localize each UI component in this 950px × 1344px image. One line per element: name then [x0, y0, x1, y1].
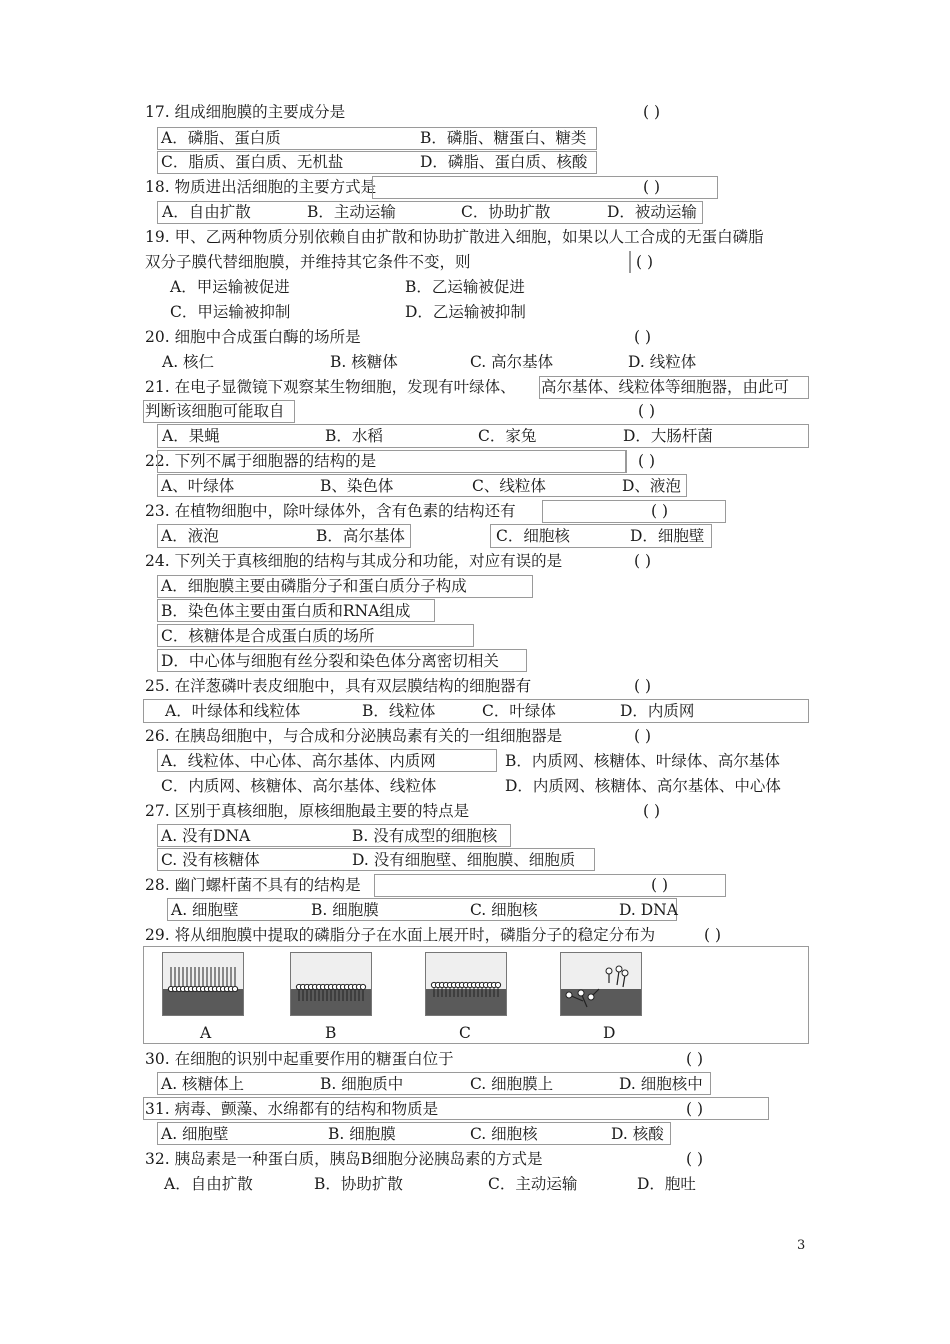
q29-label-c: C [459, 1024, 471, 1042]
q23-option-a: A．液泡 [161, 527, 219, 545]
q26-option-a: A．线粒体、中心体、高尔基体、内质网 [161, 752, 436, 770]
q27-option-a: A. 没有DNA [161, 827, 251, 845]
q22-answer-paren: ( ) [638, 452, 656, 470]
q21-stem-line1: 21. 在电子显微镜下观察某生物细胞，发现有叶绿体、 [145, 378, 516, 396]
q22-option-box [157, 474, 687, 497]
q24-option-c: C．核糖体是合成蛋白质的场所 [161, 627, 375, 645]
q18-option-c: C．协助扩散 [461, 203, 551, 221]
q18-option-a: A．自由扩散 [162, 203, 251, 221]
q30-answer-paren: ( ) [686, 1050, 704, 1068]
q25-answer-paren: ( ) [634, 677, 652, 695]
q19-option-d: D．乙运输被抑制 [405, 303, 526, 321]
q21-answer-paren: ( ) [638, 402, 656, 420]
q31-option-box [157, 1122, 671, 1145]
q21-option-c: C．家兔 [478, 427, 537, 445]
q27-answer-paren: ( ) [643, 802, 661, 820]
q21-option-a: A．果蝇 [162, 427, 220, 445]
q29-figure-b [290, 952, 372, 1016]
q30-stem: 30. 在细胞的识别中起重要作用的糖蛋白位于 [145, 1050, 454, 1068]
q29-label-a: A [200, 1024, 212, 1042]
q28-answer-paren: ( ) [651, 876, 669, 894]
q29-figure-c [425, 952, 507, 1016]
q24-stem: 24. 下列关于真核细胞的结构与其成分和功能，对应有误的是 [145, 552, 563, 570]
q27-option-c: C. 没有核糖体 [161, 851, 260, 869]
q17-answer-paren: ( ) [643, 103, 661, 121]
q30-option-d: D. 细胞核中 [619, 1075, 703, 1093]
q20-answer-paren: ( ) [634, 328, 652, 346]
q28-option-b: B. 细胞膜 [311, 901, 379, 919]
q17-option-a: A．磷脂、蛋白质 [161, 129, 281, 147]
q31-option-d: D. 核酸 [611, 1125, 664, 1143]
q18-answer-paren: ( ) [643, 178, 661, 196]
q31-option-a: A. 细胞壁 [161, 1125, 229, 1143]
q21-stem-line1-end: 高尔基体、线粒体等细胞器，由此可 [541, 378, 790, 396]
q19-option-b: B．乙运输被促进 [405, 278, 525, 296]
q25-option-c: C．叶绿体 [482, 702, 556, 720]
q24-option-d: D．中心体与细胞有丝分裂和染色体分离密切相关 [161, 652, 499, 670]
q26-option-d: D．内质网、核糖体、高尔基体、中心体 [505, 777, 781, 795]
q26-answer-paren: ( ) [634, 727, 652, 745]
q31-answer-paren: ( ) [686, 1100, 704, 1118]
q32-option-d: D．胞吐 [637, 1175, 696, 1193]
q31-stem: 31. 病毒、颤藻、水绵都有的结构和物质是 [145, 1100, 439, 1118]
q24-answer-paren: ( ) [634, 552, 652, 570]
q23-stem: 23. 在植物细胞中，除叶绿体外，含有色素的结构还有 [145, 502, 516, 520]
q23-option-b: B．高尔基体 [316, 527, 405, 545]
q22-option-d: D、液泡 [622, 477, 681, 495]
q20-option-c: C. 高尔基体 [470, 353, 554, 371]
q17-option-d: D．磷脂、蛋白质、核酸 [420, 153, 588, 171]
q28-option-c: C. 细胞核 [470, 901, 538, 919]
q18-option-d: D．被动运输 [607, 203, 697, 221]
q20-option-d: D. 线粒体 [628, 353, 697, 371]
q29-label-b: B [325, 1024, 337, 1042]
q22-stem: 22. 下列不属于细胞器的结构的是 [145, 452, 377, 470]
q17-option-c: C．脂质、蛋白质、无机盐 [161, 153, 344, 171]
q32-answer-paren: ( ) [686, 1150, 704, 1168]
q32-option-c: C．主动运输 [488, 1175, 578, 1193]
q22-option-c: C、线粒体 [472, 477, 546, 495]
q20-stem: 20. 细胞中合成蛋白酶的场所是 [145, 328, 361, 346]
q27-option-b: B. 没有成型的细胞核 [352, 827, 498, 845]
q22-option-a: A、叶绿体 [161, 477, 235, 495]
q21-option-d: D．大肠杆菌 [623, 427, 713, 445]
q19-mark [629, 251, 631, 273]
q27-option-d: D. 没有细胞壁、细胞膜、细胞质 [352, 851, 576, 869]
q28-option-d: D. DNA [619, 901, 678, 919]
q25-stem: 25. 在洋葱磷叶表皮细胞中，具有双层膜结构的细胞器有 [145, 677, 532, 695]
q23-answer-paren: ( ) [651, 502, 669, 520]
q24-option-a: A．细胞膜主要由磷脂分子和蛋白质分子构成 [161, 577, 467, 595]
q31-option-b: B. 细胞膜 [328, 1125, 396, 1143]
q20-option-a: A. 核仁 [162, 353, 215, 371]
q19-option-a: A．甲运输被促进 [170, 278, 290, 296]
q32-option-b: B．协助扩散 [314, 1175, 403, 1193]
q17-stem: 17. 组成细胞膜的主要成分是 [145, 103, 346, 121]
q29-figure-d [560, 952, 642, 1016]
q28-option-a: A. 细胞壁 [171, 901, 239, 919]
q19-option-c: C．甲运输被抑制 [170, 303, 291, 321]
q26-stem: 26. 在胰岛细胞中，与合成和分泌胰岛素有关的一组细胞器是 [145, 727, 563, 745]
q18-option-b: B．主动运输 [307, 203, 396, 221]
q23-option-c: C．细胞核 [496, 527, 570, 545]
q25-option-a: A．叶绿体和线粒体 [165, 702, 301, 720]
q32-stem: 32. 胰岛素是一种蛋白质，胰岛B细胞分泌胰岛素的方式是 [145, 1150, 543, 1168]
q19-stem-line1: 19. 甲、乙两种物质分别依赖自由扩散和协助扩散进入细胞，如果以人工合成的无蛋白磷脂 [145, 228, 764, 246]
q25-option-b: B．线粒体 [362, 702, 436, 720]
q23-option-d: D．细胞壁 [630, 527, 705, 545]
q27-stem: 27. 区别于真核细胞，原核细胞最主要的特点是 [145, 802, 470, 820]
q22-stem-box [157, 450, 627, 473]
q28-option-box [167, 898, 677, 921]
q20-option-b: B. 核糖体 [330, 353, 398, 371]
q29-figure-a [162, 952, 244, 1016]
page-number: 3 [797, 1238, 806, 1253]
q21-stem-line2: 判断该细胞可能取自 [145, 402, 285, 420]
q26-option-c: C．内质网、核糖体、高尔基体、线粒体 [161, 777, 437, 795]
q23-stem-box [542, 500, 726, 523]
q29-label-d: D [603, 1024, 616, 1042]
q30-option-b: B. 细胞质中 [320, 1075, 404, 1093]
q17-option-b: B．磷脂、糖蛋白、糖类 [420, 129, 587, 147]
q19-answer-paren: ( ) [636, 253, 654, 271]
q29-stem: 29. 将从细胞膜中提取的磷脂分子在水面上展开时，磷脂分子的稳定分布为 [145, 926, 656, 944]
q28-stem-box [374, 874, 726, 897]
q18-stem-box [372, 176, 718, 199]
q25-option-d: D．内质网 [620, 702, 695, 720]
q22-option-b: B、染色体 [320, 477, 394, 495]
q19-stem-line2: 双分子膜代替细胞膜，并维持其它条件不变，则 [145, 253, 471, 271]
q26-option-b: B．内质网、核糖体、叶绿体、高尔基体 [505, 752, 780, 770]
q18-stem: 18. 物质进出活细胞的主要方式是 [145, 178, 377, 196]
q30-option-a: A. 核糖体上 [161, 1075, 245, 1093]
q22-mark [625, 450, 627, 472]
q21-option-b: B．水稻 [325, 427, 383, 445]
q30-option-c: C. 细胞膜上 [470, 1075, 554, 1093]
q28-stem: 28. 幽门螺杆菌不具有的结构是 [145, 876, 361, 894]
q32-option-a: A．自由扩散 [164, 1175, 253, 1193]
q24-option-b: B．染色体主要由蛋白质和RNA组成 [161, 602, 411, 620]
q29-answer-paren: ( ) [704, 926, 722, 944]
q31-option-c: C. 细胞核 [470, 1125, 538, 1143]
